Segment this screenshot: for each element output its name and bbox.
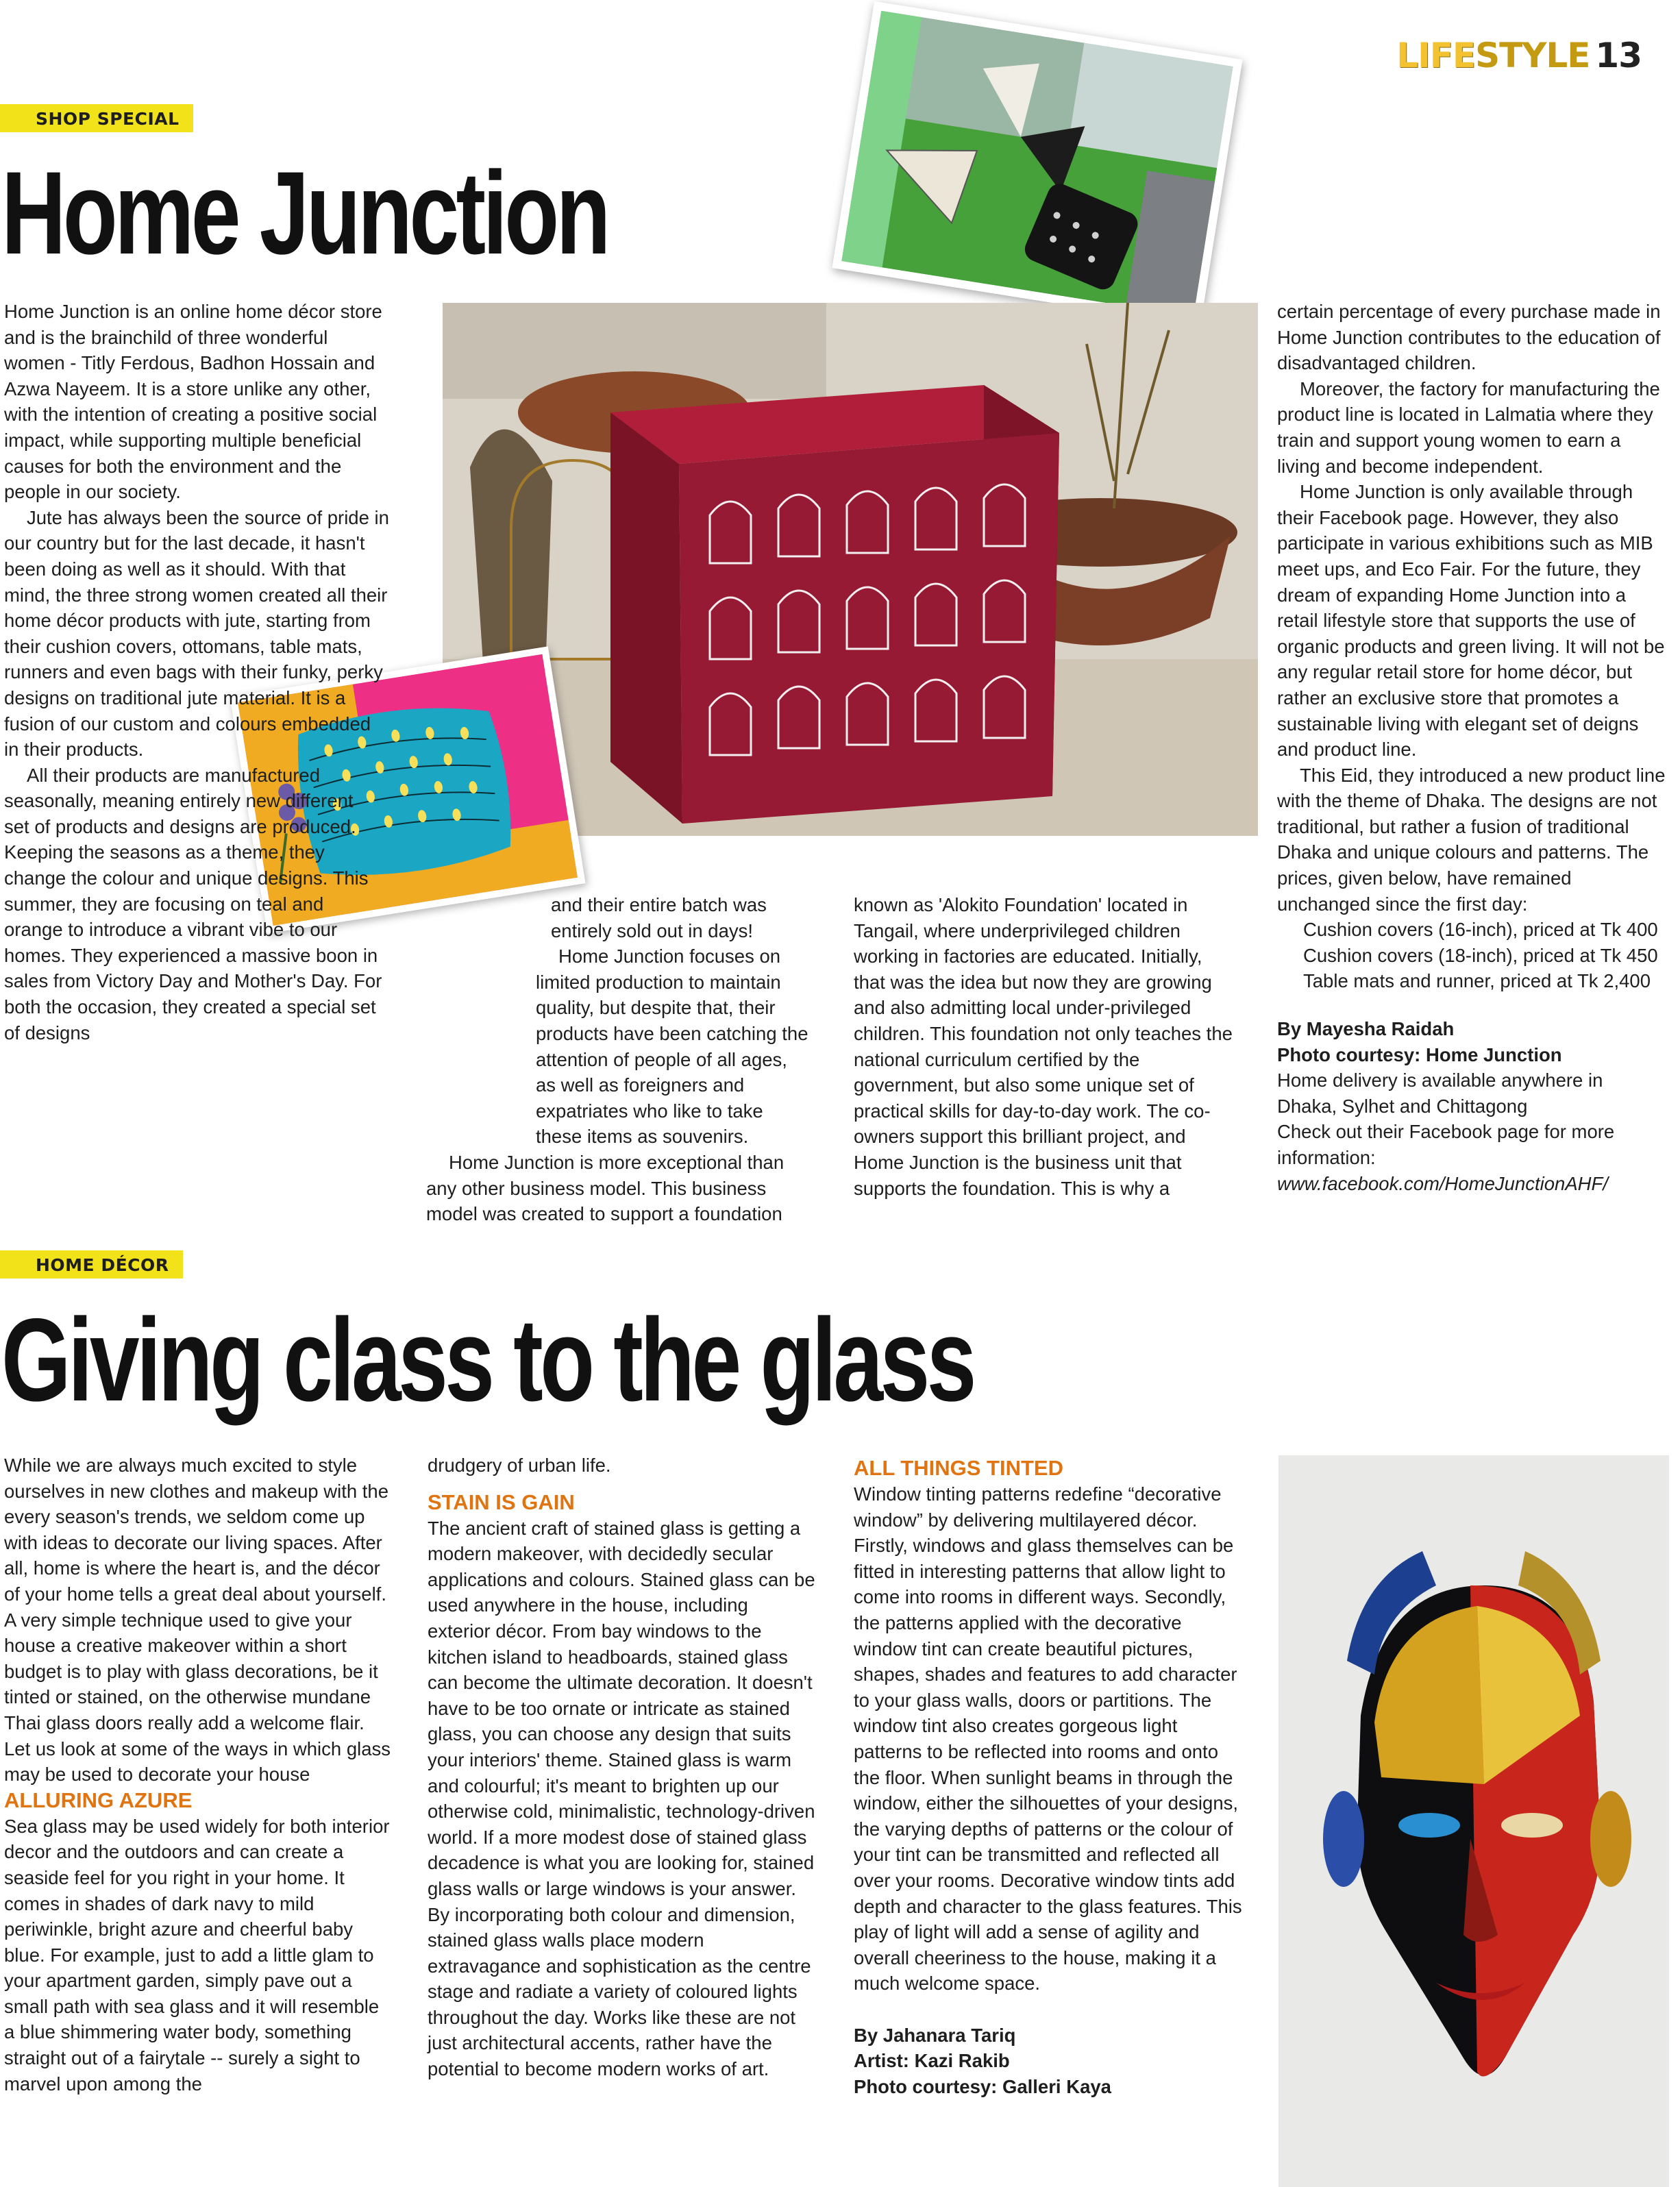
price-item: Cushion covers (16-inch), priced at Tk 400 xyxy=(1303,919,1658,941)
a1-c2-p2: Home Junction focuses on limited production to maintain quality, but despite that, their products have been catching the attention of people of all ages, as well as foreigners and expatriates who like to take these items as souvenirs. xyxy=(536,946,808,1148)
article1-column-3 xyxy=(854,892,1237,1201)
article1-photo-credit: Photo courtesy: Home Junction xyxy=(1277,1043,1562,1065)
masthead-style: STYLE xyxy=(1475,36,1590,75)
a2-sub-alluring-azure: ALLURING AZURE xyxy=(4,1788,193,1812)
a1-c1-p3: All their products are manufactured seasonally, meaning entirely new different set of products and designs are produced. Keeping the seasons as a theme, they change the colour and unique designs. This summer, they are focusing on teal and orange to introduce a vibrant vibe to our homes. They experienced a massive boon in sales from Victory Day and Mother's Day. For both the occasion, they created a special set of designs xyxy=(4,764,382,1043)
a2-sub-stain-is-gain: STAIN IS GAIN xyxy=(428,1490,575,1514)
a1-c4-p2: Moreover, the factory for manufacturing the product line is located in Lalmatia where they train and support young women to earn a living and become independent. xyxy=(1277,378,1660,477)
article1-column-2 xyxy=(426,892,810,1227)
a1-c4-p3: Home Junction is only available through their Facebook page. However, they also participate in various exhibitions such as MIB meet ups, and Eco Fair. For the future, they dream of expanding Home Junction into a retail lifestyle store that supports the use of organic products and green living. It will not be any regular retail store for home décor, but rather an exclusive store that promotes a sustainable living with elegant set of deigns and product line. xyxy=(1277,481,1665,761)
article2-column-2 xyxy=(428,1453,815,2082)
article1-column-1 xyxy=(4,299,389,1046)
article2-artist: Artist: Kazi Rakib xyxy=(854,2050,1010,2072)
photo-glass-mask xyxy=(1278,1455,1669,2187)
price-item: Table mats and runner, priced at Tk 2,400 xyxy=(1303,970,1651,992)
section-masthead xyxy=(1396,36,1642,75)
price-item: Cushion covers (18-inch), priced at Tk 450 xyxy=(1303,944,1658,966)
a1-c3-p1: known as 'Alokito Foundation' located in Tangail, where underprivileged children working in factories are educated. Initially, that was the idea but now they are growing and also admitting local under-privileged children. This foundation not only teaches the national curriculum certified by the government, but also some unique set of practical skills for day-to-day work. The co-owners support this brilliant project, and Home Junction is the business unit that supports the foundation. This is why a xyxy=(854,894,1233,1199)
a1-c2-p3: Home Junction is more exceptional than any other business model. This business model was created to support a foundation xyxy=(426,1151,785,1225)
photo-cushions-room xyxy=(832,1,1243,326)
a2-sub1-text: Sea glass may be used widely for both interior decor and the outdoors and can create a seaside feel for you right in your home. It comes in shades of dark navy to mild periwinkle, bright azure and cheerful baby blue. For example, just to add a little glam to your apartment garden, simply pave out a small path with sea glass and it will resemble a blue shimmering water body, something straight out of a fairytale -- surely a sight to marvel upon among the xyxy=(4,1815,390,2095)
article1-byline: By Mayesha Raidah xyxy=(1277,1018,1455,1040)
article1-delivery: Home delivery is available anywhere in Dhaka, Sylhet and Chittagong xyxy=(1277,1070,1603,1117)
article2-column-3 xyxy=(854,1455,1244,2100)
article2-photo-credit: Photo courtesy: Galleri Kaya xyxy=(854,2076,1111,2098)
article1-column-4 xyxy=(1277,299,1668,1196)
facebook-link[interactable]: www.facebook.com/HomeJunctionAHF/ xyxy=(1277,1172,1608,1194)
masthead-life: LIFE xyxy=(1396,36,1476,75)
article2-column-1 xyxy=(4,1453,392,2097)
article2-byline: By Jahanara Tariq xyxy=(854,2024,1016,2046)
photo-glass-mask-art xyxy=(1278,1455,1669,2187)
page-number: 13 xyxy=(1595,36,1642,75)
a2-sub2-text: The ancient craft of stained glass is getting a modern makeover, with decidedly secular applications and colours. Stained glass can be used anywhere in the house, including exterior décor. From bay windows to the kitchen island to headboards, stained glass can become the ultimate decoration. It doesn't have to be too ornate or intricate as stained glass, you can choose any design that suits your interiors' theme. Stained glass is warm and colourful; it's meant to brighten up our otherwise cold, minimalistic, technology-driven world. If a more modest dose of stained glass decadence is what you are looking for, stained glass walls or large windows is your answer. By incorporating both colour and dimension, stained glass walls place modern extravagance and sophistication as the centre stage and radiate a variety of coloured lights throughout the day. Works like these are not just architectural accents, rather have the potential to become modern works of art. xyxy=(428,1517,815,2080)
a1-c4-p1: certain percentage of every purchase made in Home Junction contributes to the education of disadvantaged children. xyxy=(1277,301,1661,374)
article1-tag: SHOP SPECIAL xyxy=(0,104,193,132)
photo-cushions-room-art xyxy=(841,11,1233,317)
a1-c1-p1: Home Junction is an online home décor store and is the brainchild of three wonderful women - Titly Ferdous, Badhon Hossain and Azwa Nayeem. It is a store unlike any other, with the intention of creating a positive social impact, while supporting multiple beneficial causes for both the environment and the people in our society. xyxy=(4,301,382,503)
a1-c4-p4: This Eid, they introduced a new product line with the theme of Dhaka. The designs are not traditional, but rather a fusion of traditional Dhaka and unique colours and patterns. The prices, given below, have remained unchanged since the first day: xyxy=(1277,764,1666,915)
a2-sub3-text: Window tinting patterns redefine “decorative window” by delivering multilayered décor. Firstly, windows and glass themselves can be fitted in interesting patterns that allow light to come into rooms in different ways. Secondly, the patterns applied with the decorative window tint can create beautiful pictures, shapes, shades and features to add character to your glass walls, doors or partitions. The window tint also creates gorgeous light patterns to be reflected into rooms and onto the floor. When sunlight beams in through the window, either the silhouettes of your designs, the varying depths of patterns or the colour of your tint can be transmitted and reflected all over your rooms. Decorative window tints add depth and character to the glass features. This play of light will add a sense of agility and overall cheeriness to the house, making it a much welcome space. xyxy=(854,1483,1242,1994)
article2-tag: HOME DÉCOR xyxy=(0,1250,183,1278)
a2-col2-lead: drudgery of urban life. xyxy=(428,1455,611,1476)
article1-title: Home Junction xyxy=(1,147,608,279)
a2-sub-all-things-tinted: ALL THINGS TINTED xyxy=(854,1456,1063,1480)
a2-intro: While we are always much excited to style ourselves in new clothes and makeup with the every season's trends, we seldom come up with ideas to decorate our living spaces. After all, home is where the heart is, and the décor of your home tells a great deal about yourself. A very simple technique used to give your house a creative makeover within a short budget is to play with glass decorations, be it tinted or stained, on the otherwise mundane Thai glass doors really add a welcome flair. Let us look at some of the ways in which glass may be used to decorate your house xyxy=(4,1455,391,1786)
a1-c2-p1: and their entire batch was entirely sold out in days! xyxy=(551,894,767,941)
a1-c1-p2: Jute has always been the source of pride in our country but for the last decade, it hasn't been doing as well as it should. With that mind, the three strong women created all their home décor products with jute, starting from their cushion covers, ottomans, table mats, runners and even bags with their funky, perky designs on traditional jute material. It is a fusion of our custom and colours embedded in their products. xyxy=(4,506,389,761)
article1-facebook-note: Check out their Facebook page for more information: xyxy=(1277,1121,1615,1168)
article2-title: Giving class to the glass xyxy=(1,1294,974,1426)
